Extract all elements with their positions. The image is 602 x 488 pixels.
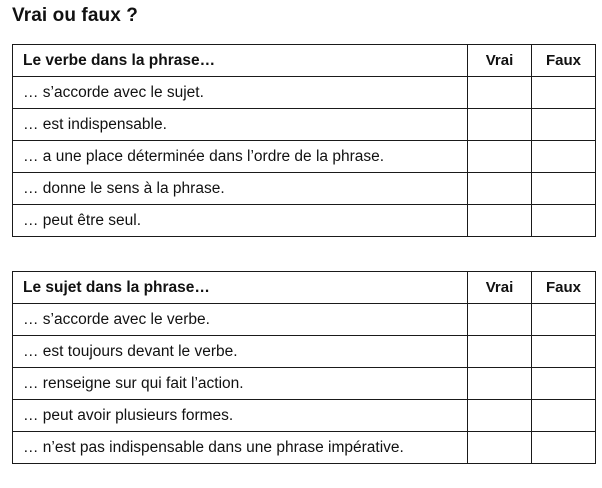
- column-vrai-header: Vrai: [468, 272, 532, 304]
- faux-answer-box[interactable]: [532, 109, 596, 141]
- statement-text: … renseigne sur qui fait l’action.: [13, 368, 468, 400]
- table-row: [13, 141, 596, 173]
- table-row: [13, 205, 596, 237]
- table-row: [13, 173, 596, 205]
- vrai-answer-box[interactable]: [468, 400, 532, 432]
- vrai-answer-box[interactable]: [468, 368, 532, 400]
- table-row: [13, 109, 596, 141]
- faux-answer-box[interactable]: [532, 205, 596, 237]
- table-header-label: Le verbe dans la phrase…: [13, 45, 468, 77]
- statement-text: … s’accorde avec le sujet.: [13, 77, 468, 109]
- statement-text: … a une place déterminée dans l’ordre de la phrase.: [13, 141, 468, 173]
- table-row: [13, 432, 596, 464]
- faux-answer-box[interactable]: [532, 400, 596, 432]
- column-faux-header: Faux: [532, 45, 596, 77]
- table-header-label: Le sujet dans la phrase…: [13, 272, 468, 304]
- statement-text: … s’accorde avec le verbe.: [13, 304, 468, 336]
- column-faux-header: Faux: [532, 272, 596, 304]
- statement-text: … peut avoir plusieurs formes.: [13, 400, 468, 432]
- faux-answer-box[interactable]: [532, 173, 596, 205]
- statement-text: … est toujours devant le verbe.: [13, 336, 468, 368]
- faux-answer-box[interactable]: [532, 77, 596, 109]
- column-vrai-header: Vrai: [468, 45, 532, 77]
- table-header-row: [13, 272, 596, 304]
- statement-text: … est indispensable.: [13, 109, 468, 141]
- table-row: [13, 368, 596, 400]
- vrai-answer-box[interactable]: [468, 205, 532, 237]
- vrai-answer-box[interactable]: [468, 109, 532, 141]
- verb-quiz-table: [12, 44, 596, 237]
- table-row: [13, 400, 596, 432]
- faux-answer-box[interactable]: [532, 304, 596, 336]
- vrai-answer-box[interactable]: [468, 173, 532, 205]
- table-row: [13, 77, 596, 109]
- page-title: Vrai ou faux ?: [12, 5, 138, 26]
- table-row: [13, 336, 596, 368]
- faux-answer-box[interactable]: [532, 368, 596, 400]
- vrai-answer-box[interactable]: [468, 336, 532, 368]
- subject-quiz-table: [12, 271, 596, 464]
- statement-text: … n’est pas indispensable dans une phrase impérative.: [13, 432, 468, 464]
- faux-answer-box[interactable]: [532, 336, 596, 368]
- vrai-answer-box[interactable]: [468, 141, 532, 173]
- statement-text: … donne le sens à la phrase.: [13, 173, 468, 205]
- table-row: [13, 304, 596, 336]
- vrai-answer-box[interactable]: [468, 77, 532, 109]
- statement-text: … peut être seul.: [13, 205, 468, 237]
- vrai-answer-box[interactable]: [468, 304, 532, 336]
- table-header-row: [13, 45, 596, 77]
- vrai-answer-box[interactable]: [468, 432, 532, 464]
- faux-answer-box[interactable]: [532, 432, 596, 464]
- faux-answer-box[interactable]: [532, 141, 596, 173]
